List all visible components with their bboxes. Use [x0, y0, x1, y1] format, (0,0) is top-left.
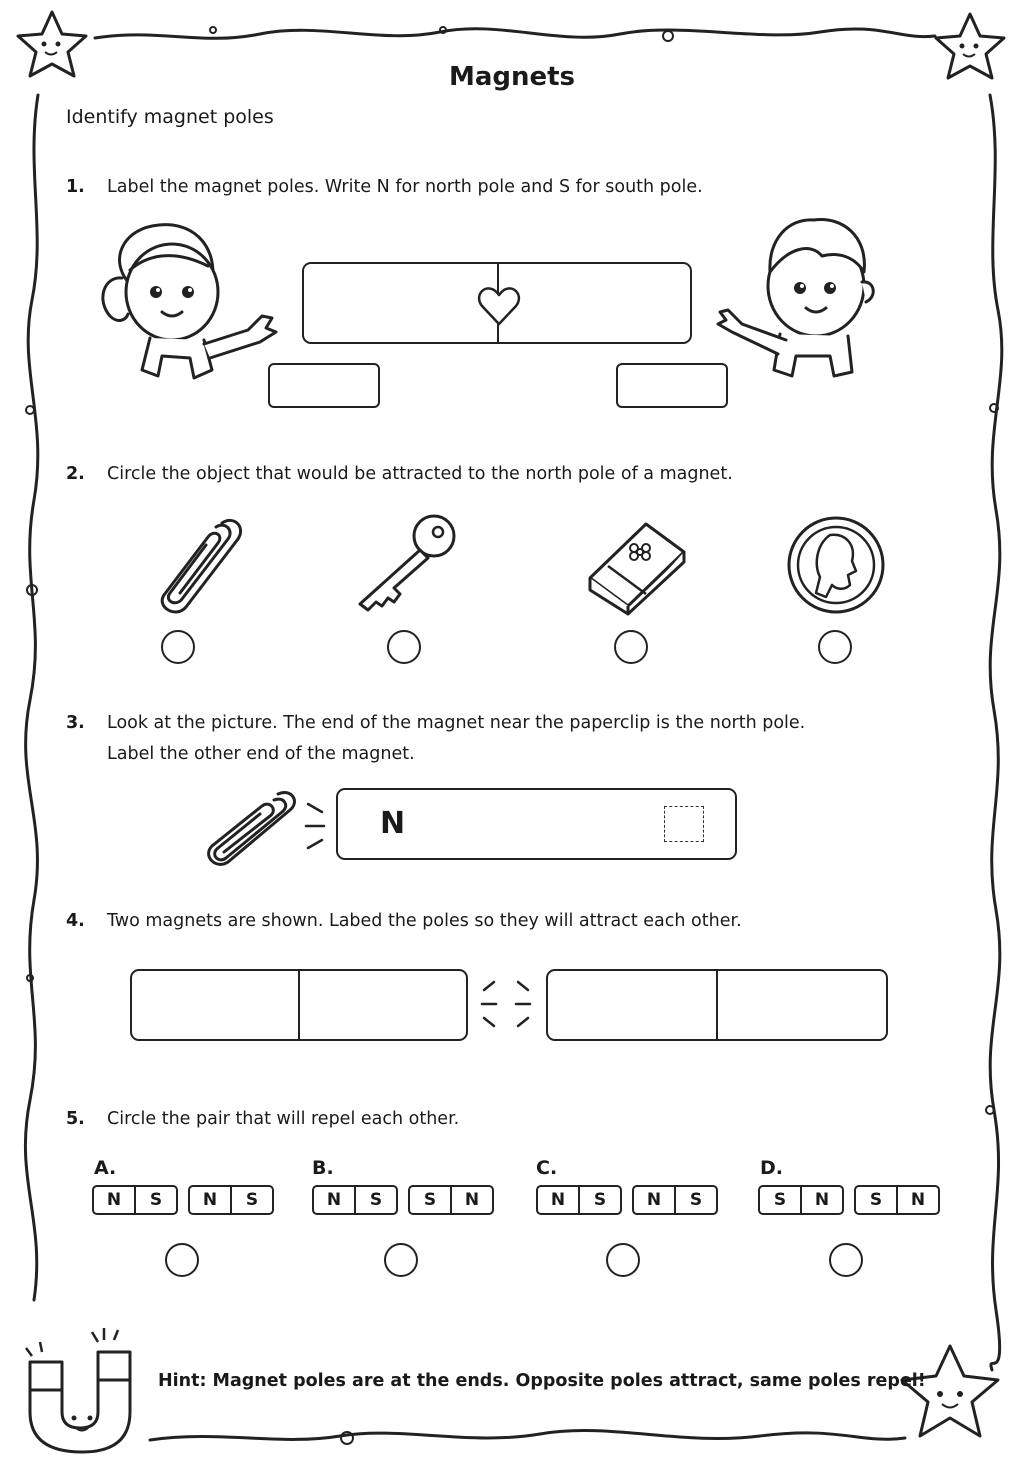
option-b-magnet-right — [408, 1185, 494, 1215]
question-number: 1. — [66, 177, 85, 197]
attraction-lines-icon — [478, 978, 534, 1030]
option-d-magnet-left — [758, 1185, 844, 1215]
pole-label: N — [800, 1187, 842, 1213]
option-b-magnet-left — [312, 1185, 398, 1215]
answer-box-right[interactable] — [616, 363, 728, 408]
pole-label: N — [646, 1190, 662, 1210]
pole-label: S — [773, 1190, 787, 1210]
answer-circle-eraser[interactable] — [614, 630, 648, 664]
star-icon-bottom-right — [902, 1346, 998, 1436]
answer-circle-paperclip[interactable] — [161, 630, 195, 664]
paperclip-icon — [202, 788, 302, 870]
answer-box-other-end[interactable] — [664, 806, 704, 842]
option-b-label: B. — [312, 1157, 334, 1179]
pole-label: N — [896, 1187, 938, 1213]
answer-circle-key[interactable] — [387, 630, 421, 664]
option-a-magnet-right — [188, 1185, 274, 1215]
key-icon — [354, 512, 459, 612]
option-c-label: C. — [536, 1157, 558, 1179]
attraction-lines-icon — [302, 800, 330, 854]
option-d-label: D. — [760, 1157, 783, 1179]
question-4 — [66, 906, 742, 937]
coin-icon — [786, 515, 886, 615]
pole-label: N — [106, 1190, 122, 1210]
bar-magnet-left — [130, 969, 468, 1041]
pole-label: N — [550, 1190, 566, 1210]
paperclip-icon — [150, 515, 245, 620]
north-pole-label: N — [380, 806, 406, 841]
answer-circle-option-d[interactable] — [829, 1243, 863, 1277]
option-c-magnet-right — [632, 1185, 718, 1215]
answer-circle-option-b[interactable] — [384, 1243, 418, 1277]
question-text: Look at the picture. The end of the magnet near the paperclip is the north pole. — [107, 713, 806, 733]
magnet-divider — [298, 969, 300, 1041]
answer-circle-option-a[interactable] — [165, 1243, 199, 1277]
answer-circle-coin[interactable] — [818, 630, 852, 664]
question-text: Label the magnet poles. Write N for north pole and S for south pole. — [107, 177, 703, 197]
page-title: Magnets — [448, 62, 576, 92]
pole-label: S — [230, 1187, 272, 1213]
pole-label: S — [423, 1190, 437, 1210]
hint-text: Hint: Magnet poles are at the ends. Opposite poles attract, same poles repel! — [158, 1371, 926, 1391]
question-number: 3. — [66, 713, 85, 733]
question-5 — [66, 1104, 460, 1135]
question-number: 2. — [66, 464, 85, 484]
question-text: Circle the object that would be attracted to the north pole of a magnet. — [107, 464, 733, 484]
question-text-line-2: Label the other end of the magnet. — [107, 744, 415, 764]
option-c-magnet-left — [536, 1185, 622, 1215]
eraser-icon — [582, 516, 692, 616]
question-number: 4. — [66, 911, 85, 931]
option-a-label: A. — [94, 1157, 117, 1179]
heart-icon — [476, 286, 522, 326]
pole-label: S — [674, 1187, 716, 1213]
question-text: Circle the pair that will repel each other. — [107, 1109, 460, 1129]
question-1 — [66, 172, 703, 203]
option-d-magnet-right — [854, 1185, 940, 1215]
pole-label: S — [869, 1190, 883, 1210]
worksheet-subtitle: Identify magnet poles — [66, 106, 274, 128]
girl-pointing-icon — [100, 220, 280, 385]
magnet-divider — [716, 969, 718, 1041]
answer-circle-option-c[interactable] — [606, 1243, 640, 1277]
horseshoe-magnet-icon — [26, 1328, 130, 1452]
question-text: Two magnets are shown. Labed the poles so they will attract each other. — [107, 911, 742, 931]
option-a-magnet-left — [92, 1185, 178, 1215]
pole-label: S — [578, 1187, 620, 1213]
pole-label: S — [134, 1187, 176, 1213]
question-number: 5. — [66, 1109, 85, 1129]
bar-magnet-q3 — [336, 788, 737, 860]
question-2 — [66, 459, 733, 490]
bar-magnet — [302, 262, 692, 344]
pole-label: N — [450, 1187, 492, 1213]
boy-pointing-icon — [718, 212, 888, 387]
question-3 — [66, 708, 806, 764]
pole-label: N — [326, 1190, 342, 1210]
answer-box-left[interactable] — [268, 363, 380, 408]
bar-magnet-right — [546, 969, 888, 1041]
pole-label: N — [202, 1190, 218, 1210]
pole-label: S — [354, 1187, 396, 1213]
